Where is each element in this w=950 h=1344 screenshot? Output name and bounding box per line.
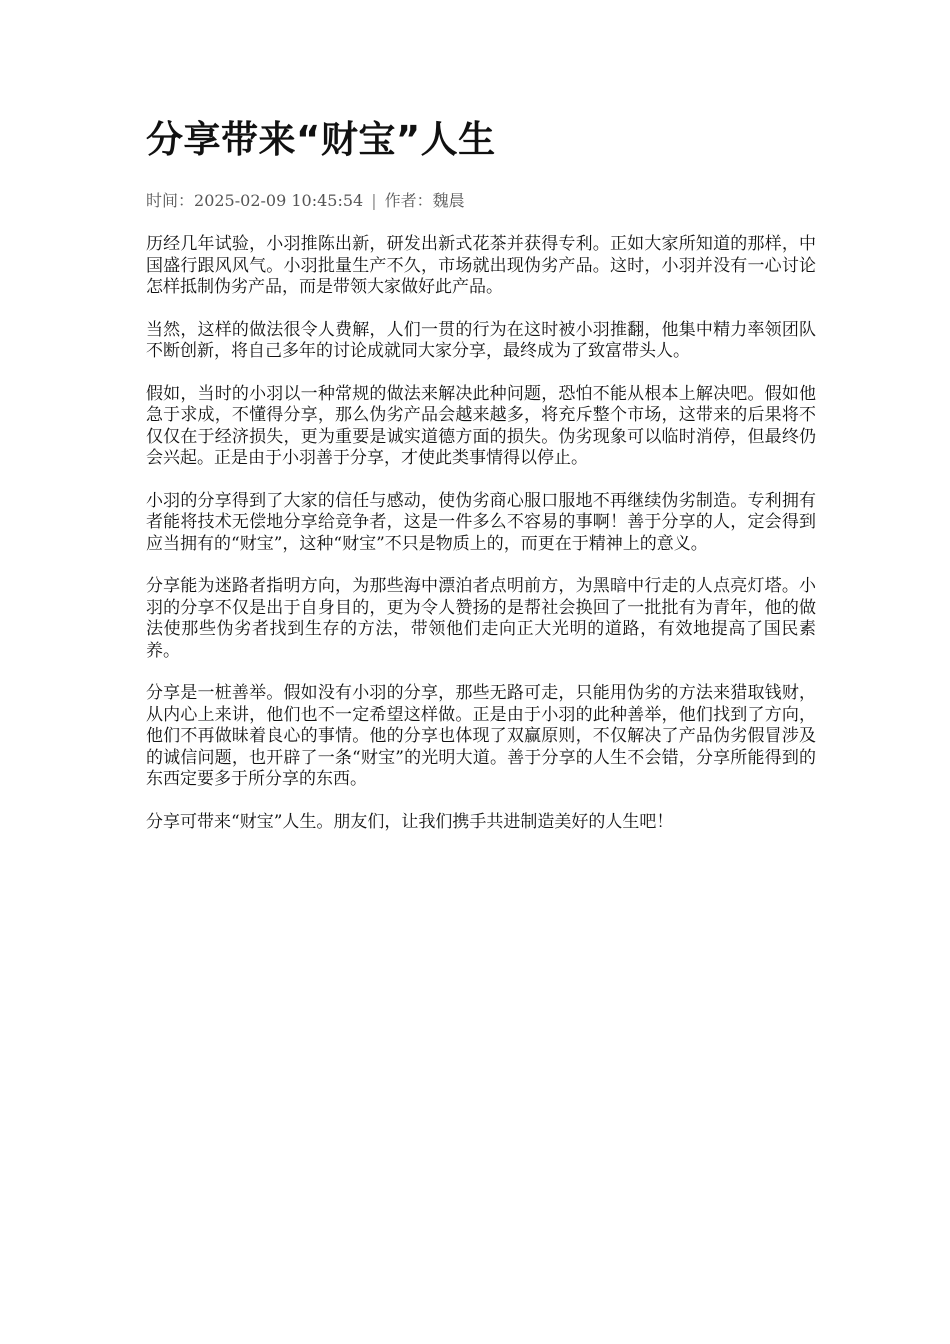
article-title: 分享带来“财宝”人生 xyxy=(146,118,496,161)
article-meta xyxy=(146,190,816,212)
time-label: 时间： xyxy=(146,191,195,210)
paragraph: 分享是一桩善举。假如没有小羽的分享，那些无路可走，只能用伪劣的方法来猎取钱财，从内心上来讲，他们也不一定希望这样做。正是由于小羽的此种善举，他们找到了方向，他们不再做昧着良心的事情。他的分享也体现了双赢原则，不仅解决了产品伪劣假冒涉及的诚信问题，也开辟了一条“财宝”的光明大道。善于分享的人生不会错，分享所能得到的东西定要多于所分享的东西。 xyxy=(146,683,816,789)
paragraph: 当然，这样的做法很令人费解，人们一贯的行为在这时被小羽推翻，他集中精力率领团队不断创新，将自己多年的讨论成就同大家分享，最终成为了致富带头人。 xyxy=(146,319,816,361)
paragraph: 假如，当时的小羽以一种常规的做法来解决此种问题，恐怕不能从根本上解决吧。假如他急于求成，不懂得分享，那么伪劣产品会越来越多，将充斥整个市场，这带来的后果将不仅仅在于经济损失，更为重要是诚实道德方面的损失。伪劣现象可以临时消停，但最终仍会兴起。正是由于小羽善于分享，才使此类事情得以停止。 xyxy=(146,383,816,468)
meta-separator: | xyxy=(371,191,377,210)
paragraph: 分享能为迷路者指明方向，为那些海中漂泊者点明前方，为黑暗中行走的人点亮灯塔。小羽的分享不仅是出于自身目的，更为令人赞扬的是帮社会换回了一批批有为青年，他的做法使那些伪劣者找到生存的方法，带领他们走向正大光明的道路，有效地提高了国民素养。 xyxy=(146,576,816,661)
paragraph: 历经几年试验，小羽推陈出新，研发出新式花茶并获得专利。正如大家所知道的那样，中国盛行跟风风气。小羽批量生产不久，市场就出现伪劣产品。这时，小羽并没有一心讨论怎样抵制伪劣产品，而是带领大家做好此产品。 xyxy=(146,234,816,297)
article-body xyxy=(146,234,816,833)
author-value: 魏晨 xyxy=(432,191,465,210)
paragraph: 分享可带来“财宝”人生。朋友们，让我们携手共进制造美好的人生吧！ xyxy=(146,811,674,832)
author-label: 作者： xyxy=(384,191,433,210)
article xyxy=(146,112,816,854)
paragraph: 小羽的分享得到了大家的信任与感动，使伪劣商心服口服地不再继续伪劣制造。专利拥有者能将技术无偿地分享给竞争者，这是一件多么不容易的事啊！善于分享的人，定会得到应当拥有的“财宝”，这种“财宝”不只是物质上的，而更在于精神上的意义。 xyxy=(146,490,816,554)
time-value: 2025-02-09 10:45:54 xyxy=(194,191,364,210)
